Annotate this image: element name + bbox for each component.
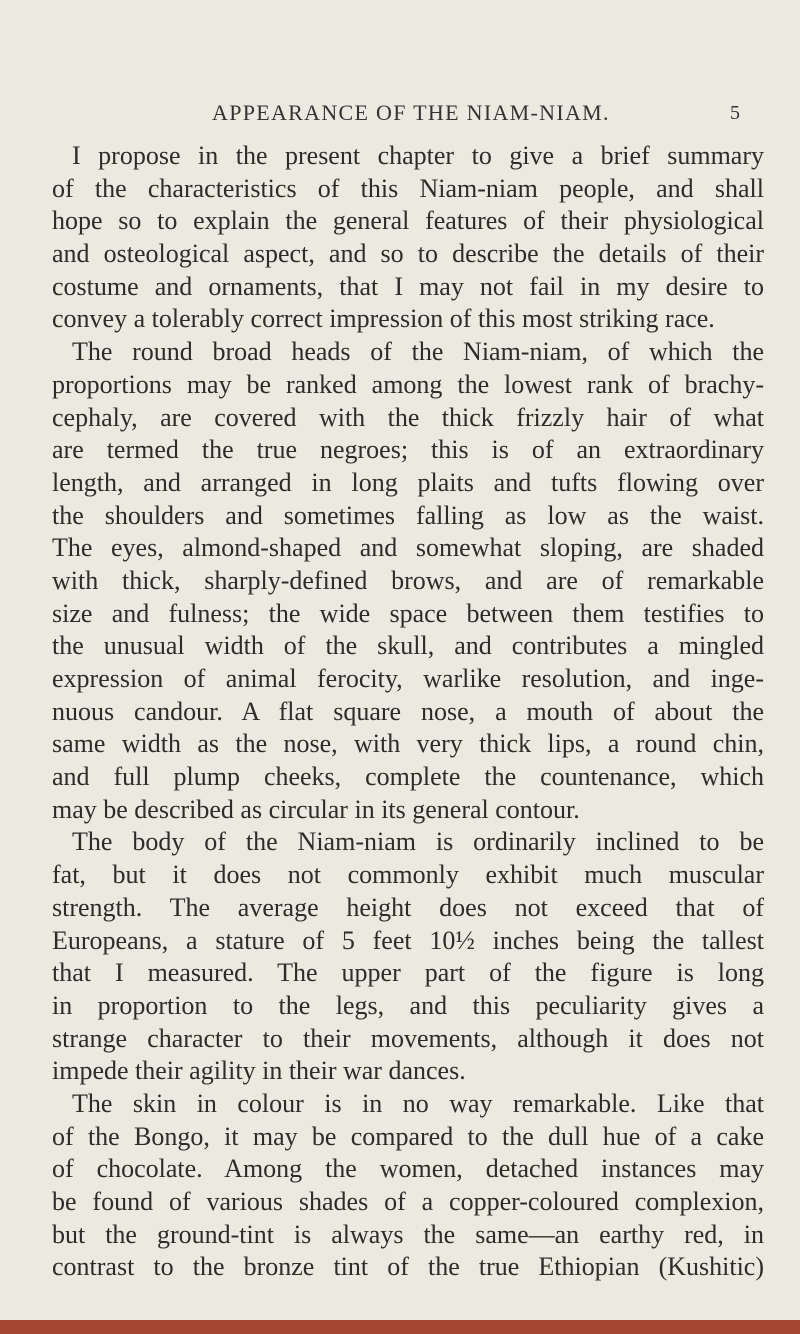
text-line: and full plump cheeks, complete the countenance, which [52,762,764,792]
text-line: fat, but it does not commonly exhibit much muscular [52,860,764,890]
text-line: are termed the true negroes; this is of an extraordinary [52,435,764,465]
text-line: strength. The average height does not exceed that of [52,892,764,922]
text-line: Europeans, a stature of 5 feet 10½ inches being the tallest [52,925,764,955]
text-line: contrast to the bronze tint of the true Ethiopian (Kushitic) [52,1252,764,1282]
running-header [0,100,800,130]
text-line: same width as the nose, with very thick lips, a round chin, [52,729,764,759]
body-text [52,140,764,1284]
text-line: The round broad heads of the Niam-niam, of which the [72,337,764,367]
text-line: in proportion to the legs, and this peculiarity gives a [52,990,764,1020]
text-line: length, and arranged in long plaits and tufts flowing over [52,467,764,497]
text-line: hope so to explain the general features of their physiological [52,206,764,236]
text-line: be found of various shades of a copper-coloured complexion, [52,1187,764,1216]
text-line: strange character to their movements, although it does not [52,1023,764,1053]
running-title: APPEARANCE OF THE NIAM-NIAM. [212,100,610,125]
text-line: the unusual width of the skull, and contributes a mingled [52,631,764,661]
text-line: of the Bongo, it may be compared to the dull hue of a cake [52,1121,764,1151]
text-line: costume and ornaments, that I may not fail in my desire to [52,271,764,301]
text-line: proportions may be ranked among the lowest rank of brachy- [52,369,764,399]
page-edge-strip [0,1320,800,1334]
text-line: may be described as circular in its general contour. [52,794,580,824]
text-line: with thick, sharply-defined brows, and are of remarkable [52,565,764,595]
text-line: convey a tolerably correct impression of this most striking race. [52,304,715,334]
text-line: that I measured. The upper part of the figure is long [52,958,764,988]
text-line: expression of animal ferocity, warlike resolution, and inge- [52,664,764,693]
text-line: nuous candour. A flat square nose, a mouth of about the [52,696,764,726]
text-line: impede their agility in their war dances. [52,1056,466,1086]
text-line: size and fulness; the wide space between them testifies to [52,598,764,628]
text-line: cephaly, are covered with the thick frizzly hair of what [52,402,764,432]
text-line: The eyes, almond-shaped and somewhat sloping, are shaded [52,533,764,563]
text-line: of the characteristics of this Niam-niam people, and shall [52,173,764,203]
text-line: The body of the Niam-niam is ordinarily inclined to be [72,827,764,857]
text-line: I propose in the present chapter to give a brief summary [72,141,764,170]
text-line: but the ground-tint is always the same—an earthy red, in [52,1219,764,1249]
text-line: The skin in colour is in no way remarkable. Like that [72,1088,764,1118]
text-line: and osteological aspect, and so to describe the details of their [52,239,764,269]
text-line: the shoulders and sometimes falling as low as the waist. [52,500,764,530]
text-line: of chocolate. Among the women, detached instances may [52,1154,764,1184]
page-number: 5 [730,102,740,124]
